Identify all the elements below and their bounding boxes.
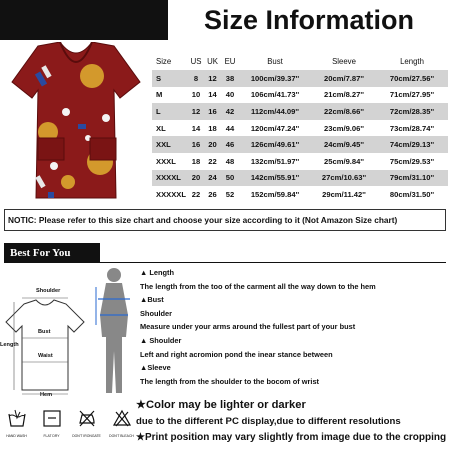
care-label: DON'T IRONGATE xyxy=(72,434,101,438)
bust-label: Bust xyxy=(38,329,51,335)
cell-length: 70cm/27.56'' xyxy=(389,73,435,83)
cell-bust: 152cm/59.84'' xyxy=(250,189,300,199)
cell-bust: 112cm/44.09'' xyxy=(251,106,299,116)
table-row xyxy=(152,70,448,87)
cell-eu: 40 xyxy=(225,90,235,100)
flat-dry-icon xyxy=(42,408,62,428)
cell-eu: 38 xyxy=(225,73,235,83)
desc-length-text: The length from the too of the carment all the way down to the hem xyxy=(140,281,376,291)
cell-eu: 44 xyxy=(225,123,235,133)
cell-eu: 48 xyxy=(225,156,235,166)
cell-us: 10 xyxy=(191,90,201,100)
header-bar xyxy=(0,0,168,40)
table-row xyxy=(152,103,448,120)
cell-length: 79cm/31.10'' xyxy=(389,173,435,183)
care-instructions xyxy=(4,408,134,448)
cell-uk: 24 xyxy=(208,173,217,183)
cell-sleeve: 29cm/11.42'' xyxy=(322,189,366,199)
desc-length-heading: ▲ Length xyxy=(140,268,174,277)
care-label: DON'T BLEACH xyxy=(109,434,134,438)
care-label: HAND WASH xyxy=(6,434,27,438)
cell-size: L xyxy=(156,106,161,116)
cell-sleeve: 25cm/9.84'' xyxy=(324,156,364,166)
cell-uk: 16 xyxy=(208,106,217,116)
cell-uk: 20 xyxy=(208,140,217,150)
cell-sleeve: 27cm/10.63'' xyxy=(321,173,367,183)
shoulder-label: Shoulder xyxy=(36,288,61,294)
col-size: Size xyxy=(156,56,172,66)
cell-bust: 120cm/47.24'' xyxy=(250,123,300,133)
cell-uk: 22 xyxy=(208,156,217,166)
cell-bust: 132cm/51.97'' xyxy=(250,156,300,166)
cell-us: 8 xyxy=(193,73,199,83)
table-row xyxy=(152,120,448,137)
cell-size: S xyxy=(156,73,162,83)
size-table xyxy=(152,52,448,203)
table-header-row xyxy=(152,52,448,70)
col-bust: Bust xyxy=(267,56,283,66)
color-note: ★Color may be lighter or darker xyxy=(136,399,306,411)
col-sleeve: Sleeve xyxy=(332,56,356,66)
care-item xyxy=(109,408,134,448)
desc-sleeve-heading: ▲Sleeve xyxy=(140,363,171,373)
cell-size: XXXXL xyxy=(156,173,181,183)
cell-us: 20 xyxy=(191,173,201,183)
cell-bust: 106cm/41.73'' xyxy=(250,90,300,100)
pc-display-note: due to the different PC display,due to different resolutions xyxy=(136,416,401,427)
do-not-iron-icon xyxy=(77,408,97,428)
desc-shoulder-sub: Shoulder xyxy=(140,308,173,318)
col-uk: UK xyxy=(207,56,218,66)
cell-eu: 46 xyxy=(225,140,235,150)
cell-eu: 50 xyxy=(225,173,235,183)
cell-sleeve: 22cm/8.66'' xyxy=(324,106,364,116)
care-label: FLAT DRY xyxy=(43,434,60,438)
product-image xyxy=(8,42,144,200)
table-row xyxy=(152,186,448,203)
cell-length: 71cm/27.95'' xyxy=(389,90,435,100)
measurement-descriptions xyxy=(140,266,448,388)
care-item xyxy=(4,408,29,448)
col-eu: EU xyxy=(224,56,236,66)
care-item xyxy=(39,408,64,448)
cell-size: XXL xyxy=(156,140,171,150)
cell-length: 72cm/28.35'' xyxy=(389,106,435,116)
cell-length: 73cm/28.74'' xyxy=(389,123,435,133)
hem-label: Hem xyxy=(40,392,53,398)
cell-sleeve: 23cm/9.06'' xyxy=(324,123,364,133)
cell-sleeve: 20cm/7.87'' xyxy=(324,73,364,83)
cell-sleeve: 24cm/9.45'' xyxy=(324,140,364,150)
cell-us: 14 xyxy=(191,123,201,133)
body-silhouette xyxy=(92,265,138,397)
cell-uk: 18 xyxy=(208,123,217,133)
desc-shoulder-text: Left and right acromion pond the inear stance between xyxy=(140,349,333,359)
tshirt-diagram xyxy=(2,290,88,402)
cell-length: 75cm/29.53'' xyxy=(389,156,435,166)
do-not-bleach-icon xyxy=(112,408,132,428)
cell-us: 18 xyxy=(191,156,201,166)
length-label: Length xyxy=(0,342,19,348)
table-row xyxy=(152,136,448,153)
waist-label: Waist xyxy=(38,353,53,359)
header xyxy=(0,0,450,40)
cell-uk: 26 xyxy=(208,189,217,199)
care-item xyxy=(74,408,99,448)
table-row xyxy=(152,153,448,170)
cell-length: 80cm/31.50'' xyxy=(389,189,435,199)
table-row xyxy=(152,87,448,104)
col-length: Length xyxy=(400,56,424,66)
cell-eu: 52 xyxy=(225,189,235,199)
cell-size: XXXL xyxy=(156,156,176,166)
cell-bust: 142cm/55.91'' xyxy=(250,173,300,183)
best-for-you-heading: Best For You xyxy=(4,243,100,263)
cell-bust: 100cm/39.37'' xyxy=(250,73,300,83)
desc-shoulder-heading: ▲ Shoulder xyxy=(140,335,182,345)
cell-us: 12 xyxy=(191,106,201,116)
table-row xyxy=(152,170,448,187)
print-position-note: ★Print position may vary slightly from image due to the cropping xyxy=(136,432,447,443)
cell-size: XL xyxy=(156,123,166,133)
cell-size: M xyxy=(156,90,163,100)
page-title: Size Information xyxy=(168,0,450,40)
cell-sleeve: 21cm/8.27'' xyxy=(324,90,364,100)
cell-size: XXXXXL xyxy=(156,189,186,199)
cell-us: 22 xyxy=(191,189,201,199)
col-us: US xyxy=(190,56,202,66)
desc-bust-heading: ▲Bust xyxy=(140,295,164,305)
cell-bust: 126cm/49.61'' xyxy=(250,140,300,150)
cell-us: 16 xyxy=(191,140,201,150)
cell-eu: 42 xyxy=(225,106,235,116)
cell-length: 74cm/29.13'' xyxy=(389,140,435,150)
hand-wash-icon xyxy=(7,408,27,428)
desc-bust-text: Measure under your arms around the fullest part of your bust xyxy=(140,322,356,332)
desc-sleeve-text: The length from the shoulder to the bocom of wrist xyxy=(140,376,320,386)
cell-uk: 14 xyxy=(208,90,217,100)
section-divider xyxy=(100,262,446,263)
size-notice: NOTIC: Please refer to this size chart and choose your size according to it (Not Amazon Size chart) xyxy=(4,209,446,231)
cell-uk: 12 xyxy=(208,73,217,83)
